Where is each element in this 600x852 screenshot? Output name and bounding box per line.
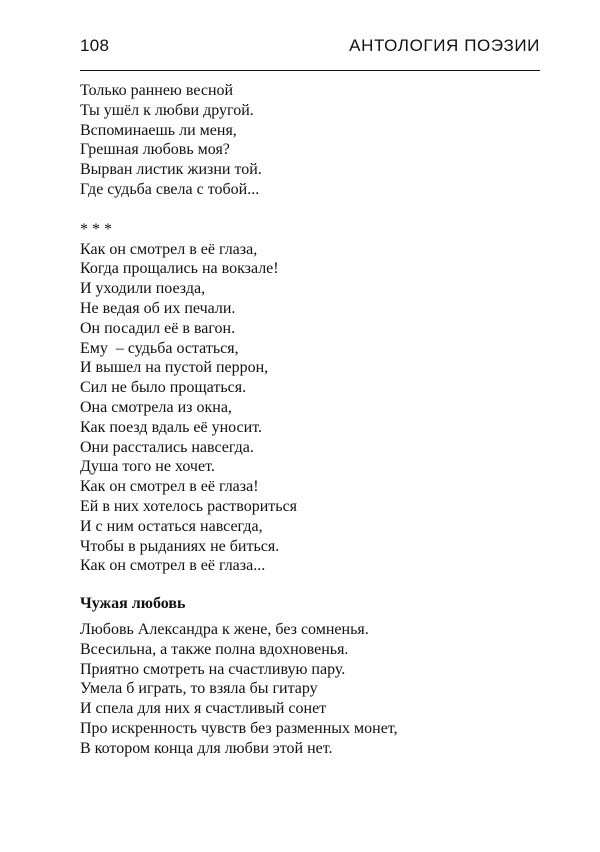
poem-line: Вспоминаешь ли меня, bbox=[80, 121, 237, 139]
poem-line: Как он смотрел в её глаза, bbox=[80, 240, 258, 258]
poem-line: В котором конца для любви этой нет. bbox=[80, 739, 333, 757]
poem-line: И вышел на пустой перрон, bbox=[80, 359, 269, 377]
poem-line: Она смотрела из окна, bbox=[80, 398, 232, 416]
poem-line: Они расстались навсегда. bbox=[80, 438, 254, 456]
poem-line: Всесильна, а также полна вдохновенья. bbox=[80, 640, 349, 658]
poem-station bbox=[80, 220, 540, 576]
poem-line: Умела б играть, то взяла бы гитару bbox=[80, 680, 318, 698]
poem-line: Не ведая об их печали. bbox=[80, 299, 236, 317]
poem-line: Грешная любовь моя? bbox=[80, 141, 230, 159]
poem-title: Чужая любовь bbox=[80, 595, 186, 613]
poem-line: Когда прощались на вокзале! bbox=[80, 260, 279, 278]
poem-line: Как поезд вдаль её уносит. bbox=[80, 418, 262, 436]
poem-line: Ты ушёл к любви другой. bbox=[80, 101, 254, 119]
poem-line: Ему – судьба остаться, bbox=[80, 339, 239, 357]
running-title: АНТОЛОГИЯ ПОЭЗИИ bbox=[349, 36, 540, 55]
poem-line: Про искренность чувств без разменных монет, bbox=[80, 719, 398, 737]
poem-line: Душа того не хочет. bbox=[80, 458, 215, 476]
poem-line: Сил не было прощаться. bbox=[80, 379, 247, 397]
poem-line: Приятно смотреть на счастливую пару. bbox=[80, 660, 346, 678]
stanza-gap bbox=[80, 200, 540, 220]
poem-line: Только раннею весной bbox=[80, 82, 234, 99]
poem-untitled-spring bbox=[80, 81, 540, 200]
poem-line: Чтобы в рыданиях не биться. bbox=[80, 537, 280, 555]
poem-line: Любовь Александра к жене, без сомненья. bbox=[80, 620, 369, 638]
stanza-gap bbox=[80, 576, 540, 594]
poem-line: Где судьба свела с тобой... bbox=[80, 180, 260, 198]
poem-line: Как он смотрел в её глаза... bbox=[80, 557, 266, 575]
poem-line: Он посадил её в вагон. bbox=[80, 319, 236, 337]
poem-line: И спела для них я счастливый сонет bbox=[80, 700, 327, 718]
poem-strange-love bbox=[80, 594, 540, 758]
poem-line: Ей в них хотелось раствориться bbox=[80, 497, 298, 515]
page-header bbox=[80, 36, 540, 68]
poem-line: И уходили поезда, bbox=[80, 280, 206, 298]
poem-line: Как он смотрел в её глаза! bbox=[80, 478, 259, 496]
poem-separator: * * * bbox=[80, 220, 112, 238]
poem-line: И с ним остаться навсегда, bbox=[80, 517, 263, 535]
header-rule bbox=[80, 70, 540, 71]
poem-line: Вырван листик жизни той. bbox=[80, 161, 262, 179]
page-body bbox=[80, 81, 540, 759]
page-number: 108 bbox=[80, 36, 110, 55]
